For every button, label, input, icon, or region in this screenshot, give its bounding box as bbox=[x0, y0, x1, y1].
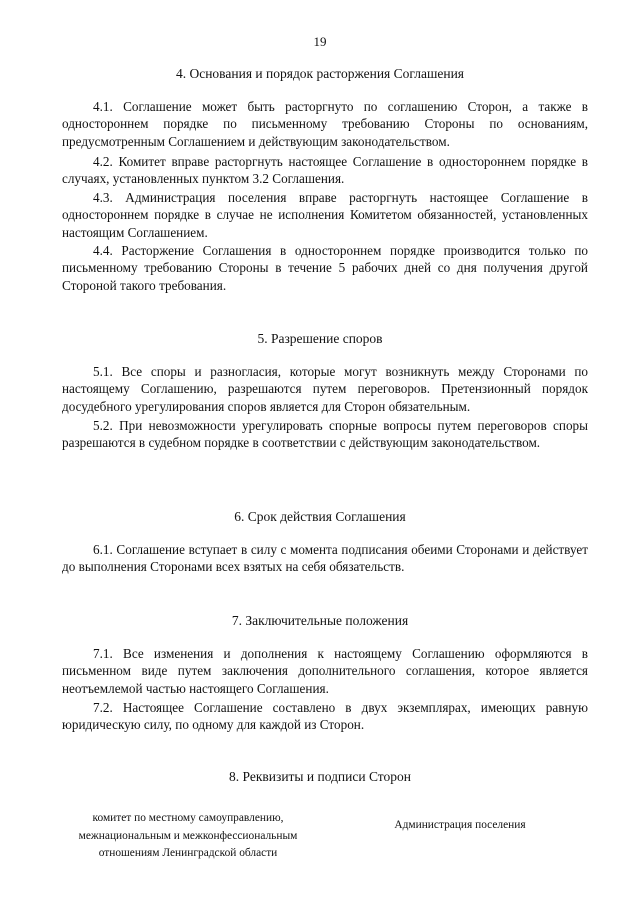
section-4-title: 4. Основания и порядок расторжения Соглашения bbox=[175, 66, 465, 81]
signatory-administration bbox=[370, 817, 550, 835]
paragraph-4-4: 4.4. Расторжение Соглашения в одностороннем порядке производится только по письменному требованию Стороны в течение 5 рабочих дней со дня получения другой Стороной такого требования. bbox=[62, 243, 588, 293]
paragraph-6-1: 6.1. Соглашение вступает в силу с момента подписания обеими Сторонами и действует до выполнения Сторонами всех взятых на себя обязательств. bbox=[62, 542, 588, 575]
signatory-committee-line: отношениям Ленинградской области bbox=[98, 847, 278, 859]
signatory-committee-line: комитет по местному самоуправлению, bbox=[92, 812, 284, 824]
paragraph-7-1: 7.1. Все изменения и дополнения к настоящему Соглашению оформляются в письменном виде путем заключения дополнительного соглашения, которое является неотъемлемой частью настоящего Соглашения. bbox=[62, 646, 588, 696]
paragraph-4-2: 4.2. Комитет вправе расторгнуть настоящее Соглашение в одностороннем порядке в случаях, установленных пунктом 3.2 Соглашения. bbox=[62, 154, 588, 187]
paragraph-4-1: 4.1. Соглашение может быть расторгнуто по соглашению Сторон, а также в одностороннем порядке по письменному требованию Стороны по основаниям, предусмотренным Соглашением и действующим законодательством. bbox=[62, 99, 588, 149]
paragraph-5-1: 5.1. Все споры и разногласия, которые могут возникнуть между Сторонами по настоящему Соглашению, разрешаются путем переговоров. Претензионный порядок досудебного урегулирования споров является для Сторон обязательным. bbox=[62, 364, 588, 414]
paragraph-4-3: 4.3. Администрация поселения вправе расторгнуть настоящее Соглашение в одностороннем порядке в случае не исполнения Комитетом обязанностей, установленных настоящим Соглашением. bbox=[62, 190, 588, 240]
page-number: 19 bbox=[313, 34, 327, 49]
signatory-committee-line: межнациональным и межконфессиональным bbox=[78, 829, 298, 842]
section-5-title: 5. Разрешение споров bbox=[257, 331, 383, 346]
section-8-title: 8. Реквизиты и подписи Сторон bbox=[229, 769, 411, 784]
paragraph-7-2: 7.2. Настоящее Соглашение составлено в двух экземплярах, имеющих равную юридическую силу, по одному для каждой из Сторон. bbox=[62, 700, 588, 733]
signatory-committee bbox=[48, 810, 328, 863]
signatory-administration-line: Администрация поселения bbox=[394, 819, 526, 831]
section-7-title: 7. Заключительные положения bbox=[231, 613, 409, 628]
paragraph-5-2: 5.2. При невозможности урегулировать спорные вопросы путем переговоров споры разрешаются в судебном порядке в соответствии с действующим законодательством. bbox=[62, 418, 588, 451]
section-6-title: 6. Срок действия Соглашения bbox=[234, 509, 406, 524]
